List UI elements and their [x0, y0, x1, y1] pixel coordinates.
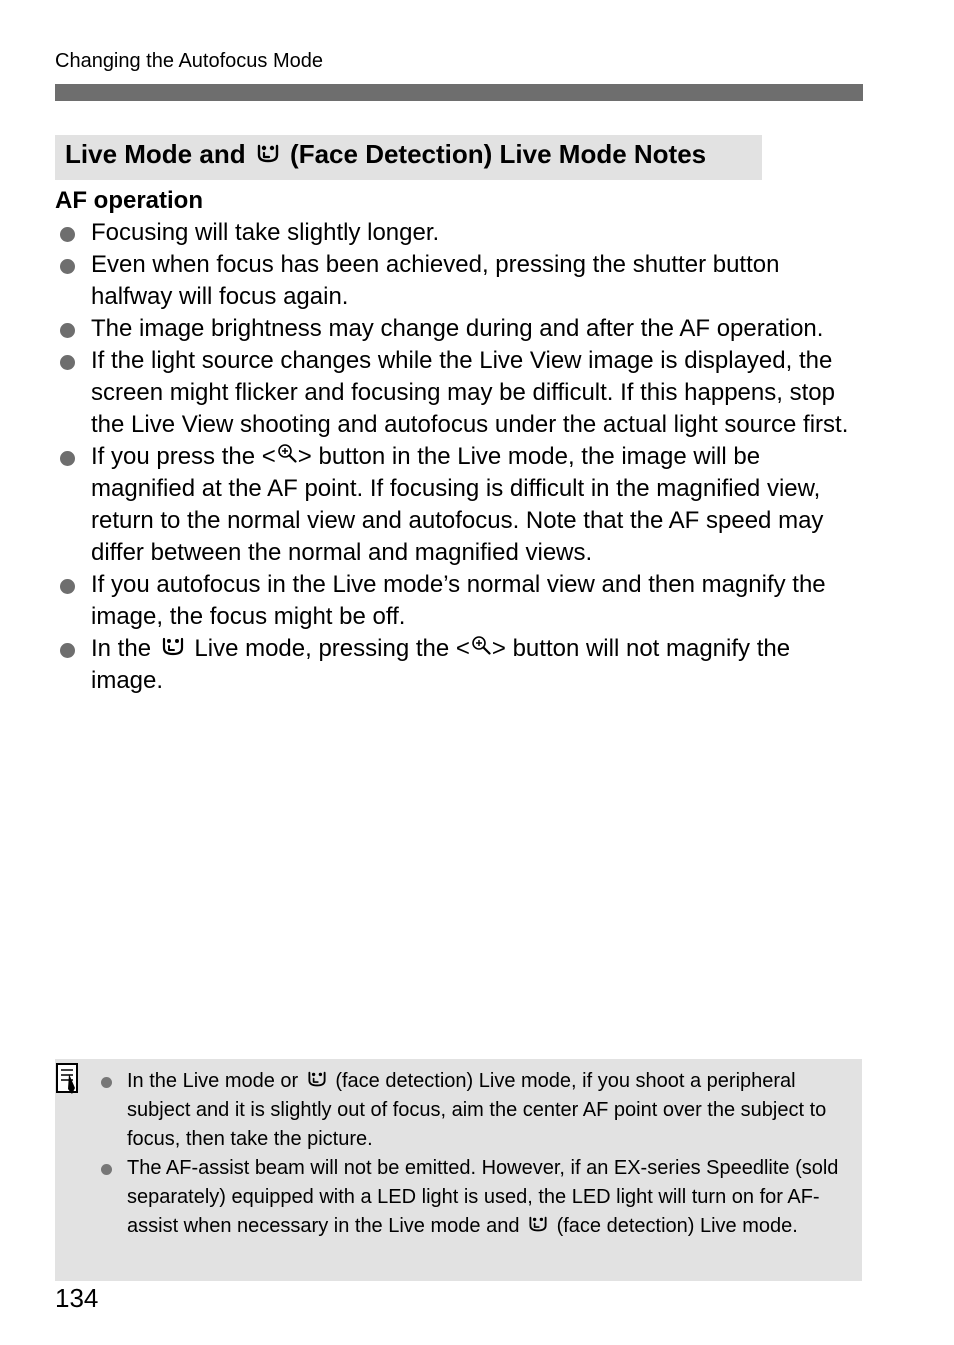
af-operation-list: [55, 217, 863, 697]
list-item: Focusing will take slightly longer.: [55, 217, 863, 249]
list-item: If you autofocus in the Live mode’s normal view and then magnify the image, the focus might be off.: [55, 569, 863, 633]
list-item: The AF-assist beam will not be emitted. However, if an EX-series Speedlite (sold separately) equipped with a LED light is used, the LED light will turn on for AF-assist when necessary in the Live mode and (face detection) Live mode.: [95, 1154, 845, 1241]
list-item: If you press the < > button in the Live mode, the image will be magnified at the AF point. If focusing is difficult in the magnified view, return to the normal view and autofocus. Note that the AF speed may differ between the normal and magnified views.: [55, 441, 863, 569]
section-title-part1: Live Mode and: [65, 139, 246, 169]
header-bar: [55, 84, 863, 101]
section-title-part2: (Face Detection) Live Mode Notes: [290, 139, 707, 169]
face-detection-icon: [160, 636, 186, 658]
section-title: [55, 135, 762, 180]
face-detection-icon: [527, 1215, 549, 1234]
list-item: Even when focus has been achieved, pressing the shutter button halfway will focus again.: [55, 249, 863, 313]
running-header: Changing the Autofocus Mode: [55, 50, 323, 72]
face-detection-icon: [255, 143, 281, 165]
memo-icon: [55, 1061, 83, 1095]
list-item: In the Live mode or (face detection) Live mode, if you shoot a peripheral subject and it is slightly out of focus, aim the center AF point over the subject to focus, then take the picture.: [95, 1067, 845, 1154]
list-item: If the light source changes while the Live View image is displayed, the screen might flicker and focusing may be difficult. If this happens, stop the Live View shooting and autofocus under the actual light source first.: [55, 345, 863, 441]
af-operation-heading: AF operation: [55, 187, 203, 214]
notes-list: [95, 1067, 845, 1241]
note-box: [55, 1059, 862, 1281]
list-item: The image brightness may change during and after the AF operation.: [55, 313, 863, 345]
magnify-icon: [471, 635, 491, 655]
page-number: 134: [55, 1283, 99, 1313]
list-item: In the Live mode, pressing the < > button will not magnify the image.: [55, 633, 863, 697]
face-detection-icon: [306, 1070, 328, 1089]
magnify-icon: [277, 443, 297, 463]
